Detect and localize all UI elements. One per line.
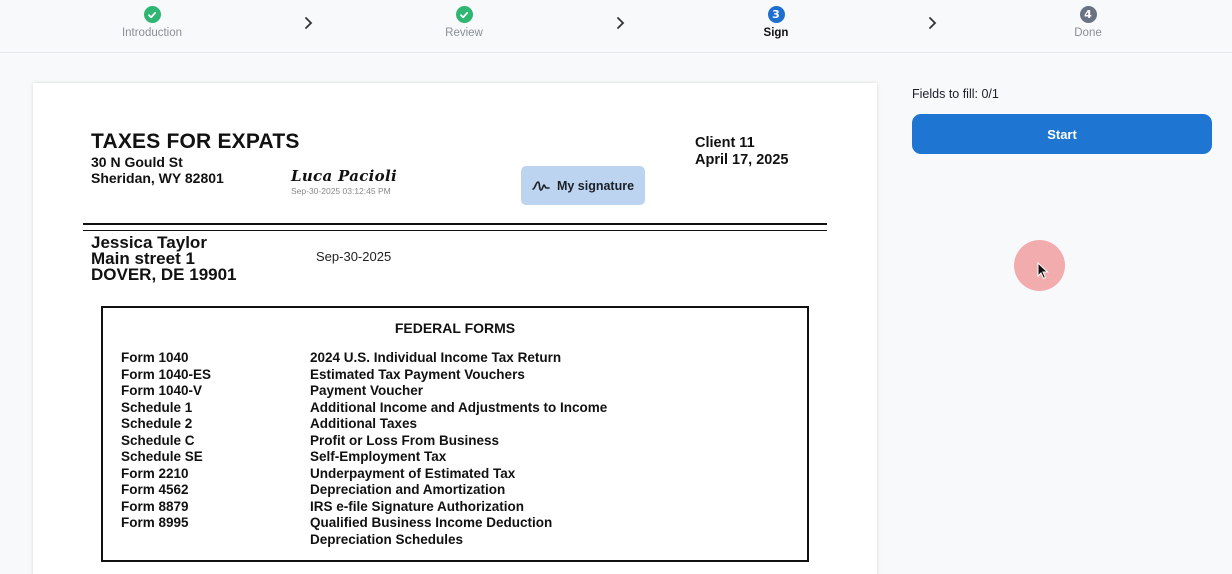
form-description: Estimated Tax Payment Vouchers [310,366,525,382]
form-code: Form 8879 [121,498,189,514]
chevron-right-icon [615,16,625,30]
form-description: Qualified Business Income Deduction [310,515,553,530]
form-code: Form 8995 [121,515,189,530]
form-code: Form 1040 [121,350,189,365]
recipient-city: DOVER, DE 19901 [91,265,237,284]
fields-to-fill-counter: Fields to fill: 0/1 [912,87,999,101]
client-id: Client 11 [695,135,755,151]
list-item [121,466,607,483]
list-item [121,433,607,450]
step-label: Introduction [121,27,183,39]
form-description: Additional Taxes [310,416,418,431]
form-code: Schedule SE [121,449,203,464]
recipient-date: Sep-30-2025 [316,249,392,264]
mouse-pointer-icon [1037,262,1049,280]
my-signature-button[interactable] [521,166,645,205]
form-description: Additional Income and Adjustments to Income [310,399,608,415]
list-item [121,499,607,516]
step-number: 3 [768,6,785,23]
check-icon [144,6,161,23]
form-description: Payment Voucher [310,383,424,398]
check-icon [456,6,473,23]
list-item [121,449,607,466]
start-button[interactable]: Start [912,114,1212,154]
list-item [121,383,607,400]
chevron-right-icon [927,16,937,30]
form-code: Schedule 2 [121,416,193,431]
company-name: TAXES FOR EXPATS [91,130,300,153]
recipient-name: Jessica Taylor [91,233,207,252]
step-review[interactable] [384,6,544,39]
document-page [33,83,877,574]
recipient-block [91,235,237,283]
form-description: Depreciation and Amortization [310,482,506,497]
client-block [695,135,789,169]
list-item [121,482,607,499]
list-item [121,515,607,532]
form-description: Profit or Loss From Business [310,432,500,448]
form-code: Form 2210 [121,465,189,481]
form-code: Schedule C [121,432,195,448]
list-item [121,367,607,384]
my-signature-label: My signature [556,178,635,193]
step-label: Sign [763,27,789,39]
form-code: Schedule 1 [121,399,193,415]
step-done[interactable] [1008,6,1168,39]
company-address-line1: 30 N Gould St [91,154,183,170]
signature-timestamp: Sep-30-2025 03:12:45 PM [291,186,391,196]
federal-forms-box [101,306,809,562]
signature-script: Luca Pacioli [291,167,397,185]
federal-forms-title: FEDERAL FORMS [394,320,516,336]
list-item [121,532,607,549]
company-block [91,130,300,186]
step-label: Review [445,27,483,39]
list-item [121,400,607,417]
form-description: Underpayment of Estimated Tax [310,465,516,481]
signature-preview [291,167,397,196]
step-introduction[interactable] [72,6,232,39]
form-code [121,532,310,549]
list-item [121,350,607,367]
step-number: 4 [1080,6,1097,23]
recipient-street: Main street 1 [91,249,195,268]
progress-stepper [0,0,1232,53]
step-sign[interactable] [696,6,856,39]
form-description: IRS e-file Signature Authorization [310,498,525,514]
form-description: Self-Employment Tax [310,449,447,464]
divider-thin [83,230,827,231]
list-item [121,416,607,433]
company-address-line2: Sheridan, WY 82801 [91,170,224,186]
divider-thick [83,223,827,225]
form-description: 2024 U.S. Individual Income Tax Return [310,350,562,365]
form-code: Form 4562 [121,482,189,497]
form-code: Form 1040-ES [121,366,212,382]
step-label: Done [1074,27,1102,39]
form-code: Form 1040-V [121,383,203,398]
form-description: Depreciation Schedules [310,531,464,547]
signature-icon [532,179,550,193]
federal-forms-list [121,350,607,548]
chevron-right-icon [303,16,313,30]
client-date: April 17, 2025 [695,152,789,168]
